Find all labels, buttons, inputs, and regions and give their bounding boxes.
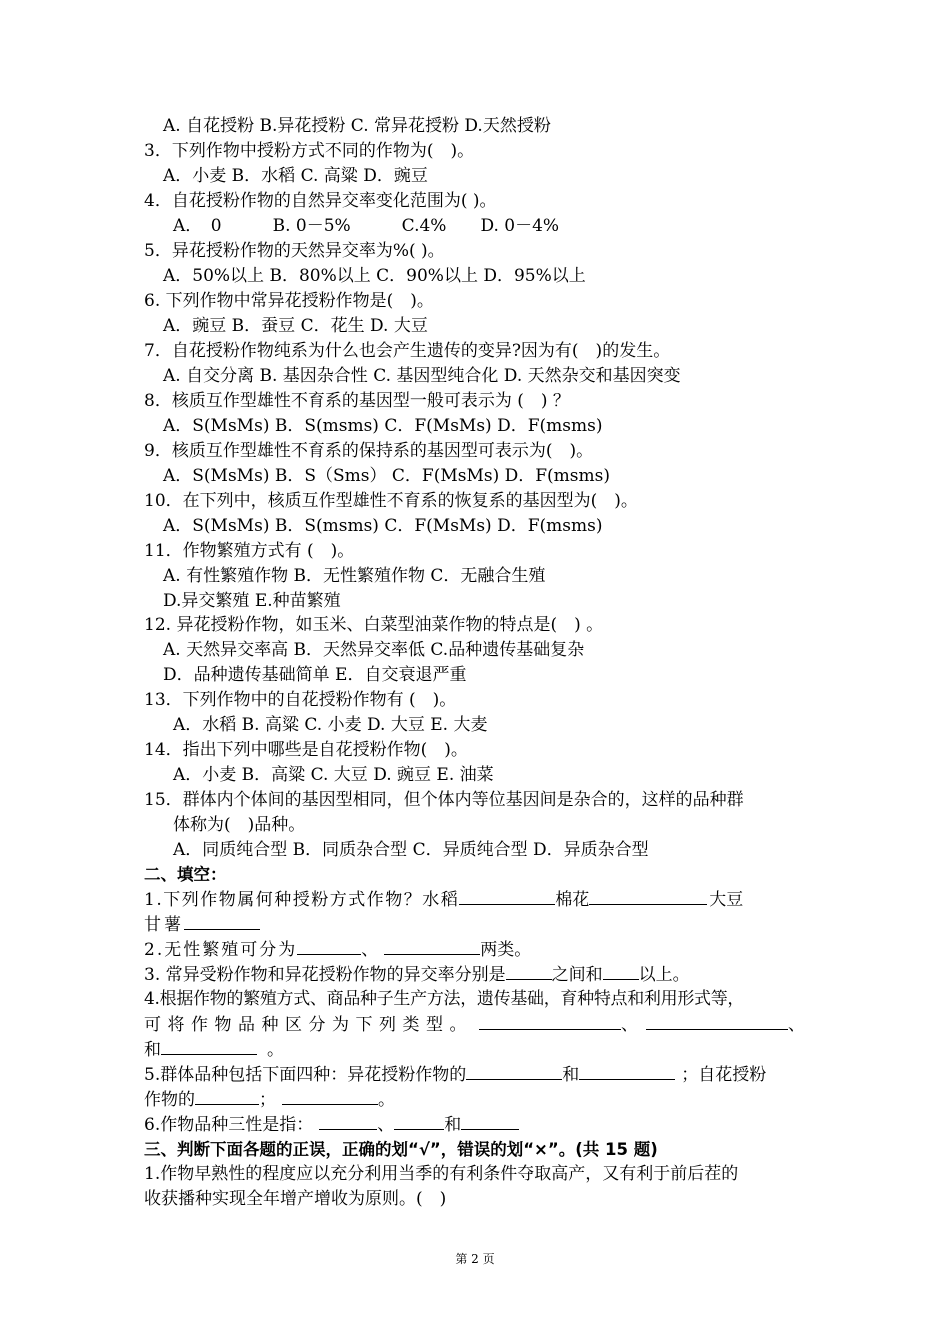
fill-q1-blank-cotton[interactable] xyxy=(589,887,707,905)
q15-text-cont: 体称为( )品种。 xyxy=(173,815,306,835)
q11-options-b: D.异交繁殖 E.种苗繁殖 xyxy=(163,591,341,611)
q13-text: 13．下列作物中的自花授粉作物有 ( )。 xyxy=(144,690,457,710)
fill-q4-cont2 xyxy=(144,1037,812,1063)
q14-text: 14．指出下列中哪些是自花授粉作物( )。 xyxy=(144,740,468,760)
fill-q3-blank-1[interactable] xyxy=(506,962,552,980)
fill-q1-cont xyxy=(144,912,812,938)
fill-q5-blank-2[interactable] xyxy=(579,1062,675,1080)
q14-options: A．小麦 B．高粱 C. 大豆 D. 豌豆 E. 油菜 xyxy=(173,765,494,785)
q12-options-a: A. 天然异交率高 B．天然异交率低 C.品种遗传基础复杂 xyxy=(163,640,585,660)
q11-text: 11．作物繁殖方式有 ( )。 xyxy=(144,541,355,561)
q10-options: A．S(MsMs) B．S(msms) C．F(MsMs) D．F(msms) xyxy=(163,516,603,536)
q5-text: 5．异花授粉作物的天然异交率为%( )。 xyxy=(144,241,445,261)
q12-options-b: D．品种遗传基础简单 E．自交衰退严重 xyxy=(163,665,467,685)
fill-q4-blank-1[interactable] xyxy=(479,1012,621,1030)
judge-q1: 1.作物早熟性的程度应以充分利用当季的有利条件夺取高产，又有利于前后茬的 xyxy=(144,1164,739,1184)
fill-q3 xyxy=(144,962,812,988)
q15-options: A．同质纯合型 B．同质杂合型 C．异质纯合型 D．异质杂合型 xyxy=(173,840,649,860)
fill-q6 xyxy=(144,1112,812,1138)
q6-text: 6. 下列作物中常异花授粉作物是( )。 xyxy=(144,291,434,311)
fill-q4: 4.根据作物的繁殖方式、商品种子生产方法，遗传基础，育种特点和利用形式等， xyxy=(144,989,745,1009)
judge-q1-cont: 收获播种实现全年增产增收为原则。( ) xyxy=(144,1189,447,1209)
fill-q5-prefix: 5.群体品种包括下面四种：异花授粉作物的 xyxy=(144,1065,467,1085)
q8-text: 8．核质互作型雄性不育系的基因型一般可表示为 ( ) ？ xyxy=(144,391,570,411)
q2-options: A. 自花授粉 B.异花授粉 C. 常异花授粉 D.天然授粉 xyxy=(163,116,551,136)
fill-q2-blank-2[interactable] xyxy=(384,937,480,955)
fill-q2-suffix: 两类。 xyxy=(480,940,532,960)
fill-q2-blank-1[interactable] xyxy=(297,937,361,955)
fill-q3-suffix: 以上。 xyxy=(638,965,690,985)
q9-options: A．S(MsMs) B．S（Sms） C．F(MsMs) D．F(msms) xyxy=(163,466,610,486)
fill-q5-mid: ；自花授粉 xyxy=(681,1065,767,1085)
fill-q6-blank-3[interactable] xyxy=(461,1112,519,1130)
fill-q5-end: 。 xyxy=(378,1090,395,1110)
q4-text: 4．自花授粉作物的自然异交率变化范围为( )。 xyxy=(144,191,497,211)
fill-q6-sep: 、 xyxy=(377,1115,395,1135)
q9-text: 9．核质互作型雄性不育系的保持系的基因型可表示为( )。 xyxy=(144,441,594,461)
section-fill-heading: 二、填空： xyxy=(144,865,227,884)
section-judge-heading: 三、判断下面各题的正误，正确的划“√”，错误的划“×”。(共 15 题) xyxy=(144,1140,658,1159)
q4-options: A． 0 B. 0－5% C.4% D. 0－4% xyxy=(173,216,560,236)
fill-q3-mid: 之间和 xyxy=(551,965,603,985)
q13-options: A．水稻 B. 高粱 C. 小麦 D. 大豆 E. 大麦 xyxy=(173,715,488,735)
fill-q1-soybean: 大豆 xyxy=(709,890,744,910)
fill-q4-cont xyxy=(144,1012,812,1038)
fill-q1-blank-sweetpotato[interactable] xyxy=(184,912,260,930)
q7-options: A. 自交分离 B. 基因杂合性 C. 基因型纯合化 D. 天然杂交和基因突变 xyxy=(163,366,681,386)
fill-q4-blank-3[interactable] xyxy=(161,1037,257,1055)
fill-q4-sep-2: 、 xyxy=(788,1015,805,1035)
q10-text: 10．在下列中，核质互作型雄性不育系的恢复系的基因型为( )。 xyxy=(144,491,638,511)
q15-text: 15．群体内个体间的基因型相同，但个体内等位基因间是杂合的，这样的品种群 xyxy=(144,790,744,810)
q7-text: 7．自花授粉作物纯系为什么也会产生遗传的变异?因为有( )的发生。 xyxy=(144,341,671,361)
fill-q4-and: 和 xyxy=(144,1040,161,1060)
q3-options: A．小麦 B．水稻 C. 高粱 D．豌豆 xyxy=(163,166,428,186)
fill-q5 xyxy=(144,1062,812,1088)
fill-q1-blank-rice[interactable] xyxy=(459,887,555,905)
fill-q1-sweetpotato: 甘薯 xyxy=(144,915,184,935)
fill-q6-prefix: 6.作物品种三性是指： xyxy=(144,1115,314,1135)
page-number: 第 2 页 xyxy=(455,1252,495,1266)
fill-q5-sep: ； xyxy=(259,1090,276,1110)
q3-text: 3．下列作物中授粉方式不同的作物为( )。 xyxy=(144,141,475,161)
fill-q3-prefix: 3. 常异受粉作物和异花授粉作物的异交率分别是 xyxy=(144,965,506,985)
fill-q1-cotton: 棉花 xyxy=(555,890,590,910)
fill-q2-prefix: 2.无性繁殖可分为 xyxy=(144,940,298,960)
fill-q4-sep-1: 、 xyxy=(621,1015,638,1035)
fill-q5-and: 和 xyxy=(562,1065,580,1085)
fill-q4-end: 。 xyxy=(267,1040,284,1060)
q5-options: A．50%以上 B．80%以上 C．90%以上 D．95%以上 xyxy=(163,266,586,286)
q6-options: A．豌豆 B．蚕豆 C．花生 D. 大豆 xyxy=(163,316,428,336)
fill-q5-blank-4[interactable] xyxy=(282,1087,378,1105)
q12-text: 12. 异花授粉作物，如玉米、白菜型油菜作物的特点是( ) 。 xyxy=(144,615,604,635)
fill-q1 xyxy=(144,887,812,913)
fill-q5-blank-1[interactable] xyxy=(466,1062,562,1080)
fill-q3-blank-2[interactable] xyxy=(603,962,639,980)
fill-q4-blank-2[interactable] xyxy=(646,1012,788,1030)
fill-q5-cont xyxy=(144,1087,812,1113)
fill-q5-blank-3[interactable] xyxy=(195,1087,259,1105)
fill-q6-and: 和 xyxy=(444,1115,462,1135)
q11-options-a: A. 有性繁殖作物 B．无性繁殖作物 C．无融合生殖 xyxy=(163,566,546,586)
fill-q4-text: 可将作物品种区分为下列类型。 xyxy=(144,1015,473,1035)
fill-q2 xyxy=(144,937,812,963)
fill-q2-sep: 、 xyxy=(361,940,379,960)
fill-q5-crop: 作物的 xyxy=(144,1090,195,1110)
fill-q6-blank-2[interactable] xyxy=(394,1112,444,1130)
q8-options: A．S(MsMs) B．S(msms) C．F(MsMs) D．F(msms) xyxy=(163,416,603,436)
fill-q6-blank-1[interactable] xyxy=(319,1112,377,1130)
fill-q1-prefix: 1.下列作物属何种授粉方式作物？水稻 xyxy=(144,890,460,910)
